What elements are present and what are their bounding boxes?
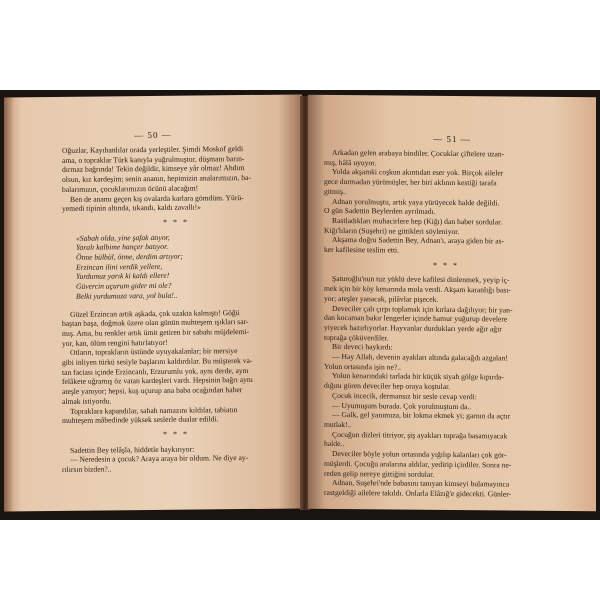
- section-divider: * * *: [163, 429, 189, 439]
- text-line: gece durmadan yürümüşler, her biri aklının kestiği tarafa: [324, 176, 497, 188]
- text-line: Oğuzlar, Kayıhanlılar orada yerleştiler. Şimdi Moskof geldi: [62, 144, 244, 155]
- text-line: ker kafilesine teslim etti.: [324, 244, 400, 255]
- right-page-text: [308, 148, 596, 500]
- text-line: Çocuk incecik, dermansız bir sesle cevap verdi:: [332, 390, 477, 402]
- text-line: mış. Ama, bu renkler artık ümit getiren bir sabahı müjdelemi-: [62, 326, 250, 338]
- text-line: Sadettin Bey telâşla, hiddetle haykırıyor:: [70, 444, 195, 455]
- text-line: Ben de anamı geçen kış ovalarda karlara gömdüm. Yürü-: [70, 192, 244, 204]
- poem-line: Erzincan ilini verdik yellere,: [76, 261, 163, 272]
- poem-line: Ötme bülbül, ötme, derdim artıyor;: [76, 251, 183, 262]
- text-line: Şaturoğlu'nun tuz yüklü deve kafilesi dinlenmek, yeyip iç-: [332, 274, 510, 285]
- text-line: Otların, toprakların üstünde uyuyakalanlar; bir mersiye: [70, 346, 238, 358]
- text-line: Akşama doğru Sadettin Bey, Adnan'ı, araya giden bir as-: [332, 235, 505, 246]
- text-line: dığını gören deveciler hep oraya koştular.: [324, 381, 451, 392]
- text-line: yemedi tipinin altında, tıkandı, kaldı zavallı!»: [62, 202, 201, 214]
- text-line: Güzel Erzincan artık aşkada, çok uzakta kalmıştı! Göğü: [70, 307, 240, 319]
- text-line: toprağa çöküverdiler.: [324, 332, 389, 343]
- text-line: muhteşem mâbedinde yüksek seslerle dualar edildi.: [62, 414, 219, 426]
- text-line: Kiğı'lıların (Suşehri) ne gittikleri söyleniyor.: [324, 225, 460, 236]
- text-line: halde..: [324, 439, 345, 449]
- text-line: Bir deveci haykırdı:: [332, 342, 393, 352]
- text-line: Yolun ortasında işin ne?..: [324, 361, 402, 372]
- text-line: yor, kan, ölüm rengini hatırlatıyor!: [62, 337, 168, 348]
- text-line: gibi inliyen türkü sesiyle başlarını kaldırdılar. Bu müşterek va-: [62, 356, 253, 368]
- text-line: dırmaz bağrında! Tekin değildir, kimseye yâr olmaz! Ahdım: [62, 163, 245, 175]
- text-line: ateşle yanıyor; hepsi, kuş uçurup ana baba ocağından haber: [62, 385, 243, 397]
- poem-line: Yaralı kalbime hançer batıyor.: [76, 242, 169, 253]
- text-line: mutlak!..: [324, 419, 352, 430]
- left-page-text: [4, 143, 302, 475]
- section-divider: * * *: [433, 260, 459, 270]
- text-line: felâkete uğramış öz vatan kardeşleri vardı. Hepsinin bağrı aynı: [62, 375, 253, 387]
- text-line: — Galk, gel yanımıza, bir lokma ekmek yi; garnın da açtır: [332, 410, 510, 421]
- poem-line: Belki yurdumuza vara, yol bula!..: [76, 290, 178, 301]
- text-line: ama, o topraklar Türk kanıyla yuğrulmuştur, düşmanı barın-: [62, 153, 245, 165]
- poem-line: Yurdumuz yarık ki kaldı ellere!: [76, 271, 170, 282]
- text-line: yiyecek hazırlıyorlar. Hayvanlar durdukları yerde ağır ağır: [324, 322, 502, 334]
- text-line: Deveciler çalı çırpı toplamak için kırlara dağılıyor; bir yan-: [332, 303, 513, 315]
- text-line: tan faciası içinde Erzincanlı, Erzurumlu yok, aynı derde, aynı: [62, 365, 249, 377]
- text-line: olsun, kız kardeşim; senin ananın, hepimizin analarımızın, ba-: [62, 173, 251, 185]
- text-line: Deveciler böyle yolun ortasında yığılıp kalanları çok gör-: [332, 449, 507, 460]
- text-line: yor; ateşler yanacak, pilâvlar pişecek.: [324, 293, 439, 304]
- right-page: [308, 95, 596, 512]
- text-line: baştan başa, doğmak üzere olan günün muhteşem ışıkları sar-: [62, 317, 249, 329]
- text-line: O gün Sadettin Beylerden ayrılmadı.: [324, 206, 436, 217]
- text-line: dan kocaman bakır lengerler içinde hamur yuğurup develere: [324, 313, 508, 324]
- text-line: Yolun kenarındaki tarlada bir küçük siyah gölge kıpırda-: [332, 371, 504, 382]
- poem-line: «Sabah olda, yine şafak atıyor,: [76, 232, 170, 243]
- text-line: Çocuğun dizleri titriyor, şiş ayakları toprağa basamıyacak: [332, 429, 508, 441]
- text-line: Arkadan gelen arabaya bindiler. Çocuklar çiftelere uzan-: [332, 147, 505, 159]
- open-book: [4, 96, 596, 510]
- section-divider: * * *: [163, 217, 189, 227]
- text-line: Topraklara kapandılar, sabah namazını kıldılar, tabiatın: [70, 404, 238, 416]
- text-line: mış, hâlâ uyuyor.: [324, 157, 377, 168]
- text-line: müşlerdi. Çocuğu aralarına aldılar, yedirip içirdiler. Sonra ne-: [324, 458, 512, 470]
- text-line: almak istiyordu.: [62, 396, 112, 406]
- text-line: gitmiş..: [324, 186, 347, 196]
- text-line: rılırsın bizden?..: [62, 464, 112, 475]
- page-stack-shadow: [4, 97, 14, 511]
- page-number-right: — 51 —: [433, 133, 471, 145]
- left-page: [4, 94, 302, 511]
- poem-line: Güvercin uçurum gider mi ole?: [76, 280, 172, 291]
- page-number-left: — 50 —: [134, 129, 172, 141]
- text-line: Adnan yorulmuştu, artık yaya yürüyecek halde değildi.: [332, 196, 500, 207]
- text-line: — Uyumuşum burada. Çok yorulmuştum da..: [332, 400, 472, 411]
- text-line: rastgeldiği ailelere takıldı. Onlarla Elâzığ'e gidecekti. Günler-: [324, 487, 512, 499]
- text-line: balarımızın, çocuklarımızın öcünü alacağım!: [62, 183, 199, 194]
- text-line: mek için bir köy kenarında mola verdi. Akşam karanlığı bası-: [324, 284, 511, 295]
- text-line: — Hay Allah, devenin ayakları altında galacağdı azgalan!: [332, 352, 508, 363]
- text-line: Yolda akşamki coşkun akıntıdan eser yok. Birçok aileler: [332, 167, 504, 178]
- text-line: reden gelip nereye gittiğini sordular.: [324, 468, 435, 479]
- text-line: Rastladıkları muhacirlere hep (Kiğı) dan haber sordular.: [332, 215, 503, 227]
- text-line: — Neredesin a çocuk? Araya araya bir oldum. Ne diye ay-: [70, 453, 249, 465]
- text-line: Adnan, Suşehri'nde babasını tanıyan kimseyi bulamayınca: [332, 478, 510, 489]
